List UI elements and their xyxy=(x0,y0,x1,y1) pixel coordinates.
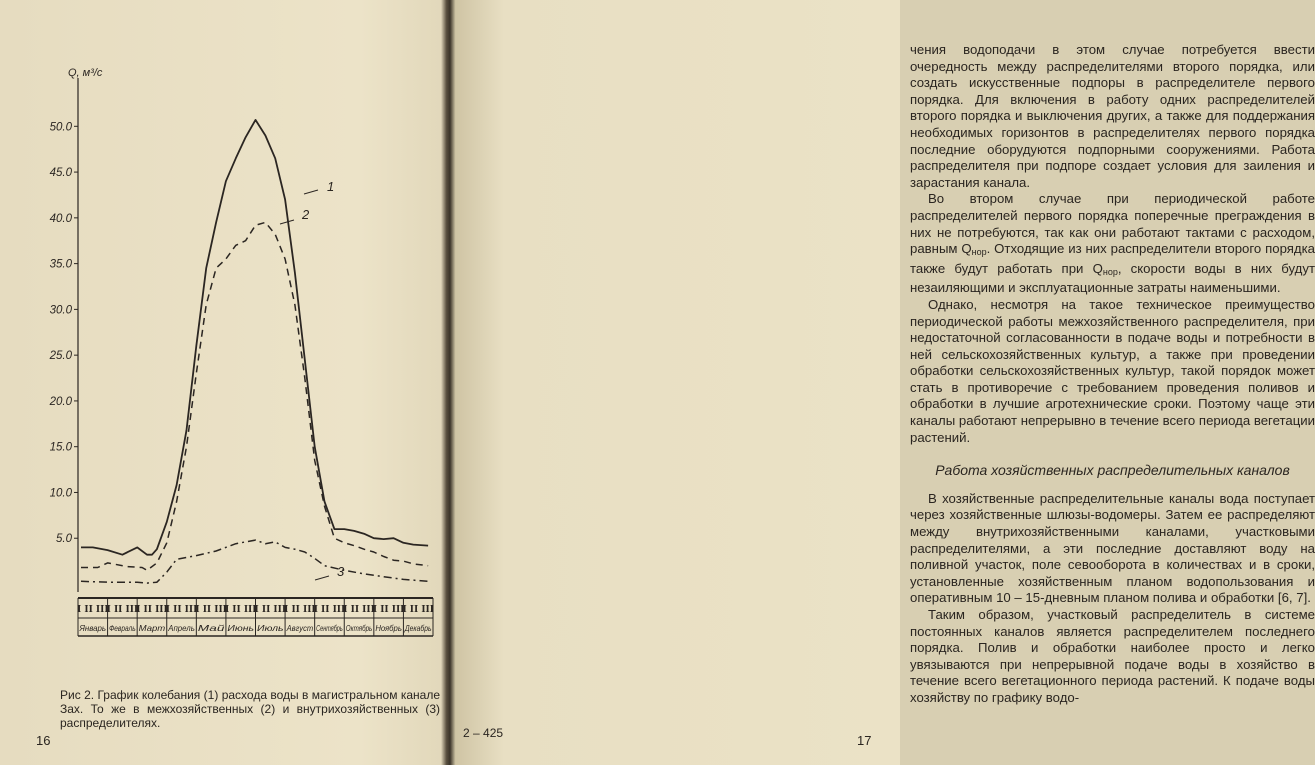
month-label: Сентябрь xyxy=(316,624,343,633)
month-label: Декабрь xyxy=(404,624,432,633)
y-tick-label: 30.0 xyxy=(49,304,72,317)
curve-label-leader xyxy=(304,190,318,194)
month-label: Апрель xyxy=(167,624,195,633)
body-text xyxy=(910,42,1315,707)
flow-chart-svg xyxy=(40,60,440,650)
decade-label: I II III xyxy=(195,605,227,615)
paragraph-2 xyxy=(910,191,1315,297)
curve-label-3: 3 xyxy=(337,564,345,579)
y-tick-label: 5.0 xyxy=(56,533,72,546)
paragraph-5: Таким образом, участковый распределитель в системе постоянных каналов является распределителем последнего порядка. Полив и обработки наиболее просто и легко увязываются при непрерывной подаче воды в хозяйство в течение всего вегетационного периода растений. К подаче воды хозяйству по графику водо- xyxy=(910,607,1315,705)
decade-label: I II III xyxy=(165,605,198,615)
paragraph-2-part-a: Во втором случае при периодической работе распределителей первого порядка поперечные преграждения в них не потребуются, так как они работают тактами с расходом, равным Q xyxy=(910,191,1315,257)
month-label: Июнь xyxy=(227,624,255,633)
section-heading: Работа хозяйственных распределительных каналов xyxy=(935,462,1290,479)
month-label: Май xyxy=(197,624,226,633)
subscript-q-nor-2: нор xyxy=(1102,266,1118,277)
month-label: Август xyxy=(285,624,314,633)
month-label: Январь xyxy=(78,624,107,633)
month-label: Март xyxy=(138,624,166,633)
y-tick-label: 40.0 xyxy=(49,212,72,225)
decade-label: I II III xyxy=(372,605,405,615)
y-axis-label: Q, м³/с xyxy=(68,67,103,79)
subscript-q-nor-1: нор xyxy=(971,247,987,258)
decade-label: I II III xyxy=(284,605,316,615)
figure-caption xyxy=(60,688,440,730)
month-label: Февраль xyxy=(109,624,136,633)
y-tick-label: 10.0 xyxy=(49,487,72,500)
decade-label: I II III xyxy=(313,605,346,615)
month-label: Ноябрь xyxy=(375,624,402,633)
y-tick-label: 20.0 xyxy=(49,395,72,408)
y-tick-label: 15.0 xyxy=(49,441,72,454)
left-page xyxy=(0,0,440,765)
month-label: Октябрь xyxy=(345,624,373,633)
figure-caption-text: Рис 2. График колебания (1) расхода воды в магистральном канале Зах. То же в межхозяйственных (2) и внутрихозяйственных (3) распределителях. xyxy=(60,688,440,730)
y-tick-label: 50.0 xyxy=(49,121,72,134)
decade-label: I II III xyxy=(254,605,287,615)
decade-label: I II III xyxy=(77,605,109,615)
right-page xyxy=(452,0,1315,765)
series-1-line xyxy=(81,120,428,555)
decade-label: I II III xyxy=(224,605,257,615)
paragraph-2-part-b: . Отходящие из них распределители второго порядка также будут работать при Q xyxy=(910,241,1315,276)
paragraph-4: В хозяйственные распределительные каналы вода поступает через хозяйственные шлюзы-водомеры. Затем ее распределяют между внутрихозяйственными каналами, участковыми распределителями, а эти последние доставляют воду на поливной участок, поле севооборота в количествах и в сроки, установленные хозяйственным планом водопользования и оперативным 10 – 15-дневным планом полива и обработки [6, 7]. xyxy=(910,490,1315,606)
signature-mark: 2 – 425 xyxy=(463,726,504,740)
y-tick-label: 25.0 xyxy=(49,350,72,363)
curve-label-1: 1 xyxy=(327,179,335,194)
flow-chart xyxy=(40,60,440,650)
decade-label: I II III xyxy=(136,605,168,615)
curve-label-leader xyxy=(315,576,329,580)
y-tick-label: 35.0 xyxy=(49,258,72,271)
series-2-line xyxy=(81,222,428,570)
paragraph-1: чения водоподачи в этом случае потребуется ввести очередность между распределителями второго порядка, или создать искусственные подпоры в распределителе первого порядка. Для включения в работу одних распределителей второго порядка и выключения других, а также для поддержания необходимых горизонтов в распределителях первого порядка последние оборудуются подпорными сооружениями. Работа распределителя при подпоре создает условия для заиления и зарастания канала. xyxy=(910,42,1315,190)
decade-label: I II III xyxy=(343,605,375,615)
month-label: Июль xyxy=(256,624,284,633)
page-number-left: 16 xyxy=(36,733,51,748)
y-tick-label: 45.0 xyxy=(49,167,72,180)
paragraph-3: Однако, несмотря на такое техническое преимущество периодической работы межхозяйственного распределителя, при недостаточной согласованности в подаче воды и потребности в ней сельскохозяйственных культур, а также при проведении обработки сельскохозяйственных культур, такой порядок может стать в противоречие с требованием проведения поливов и обработки в лучшие агротехнические сроки. Поэтому чаще эти каналы работают непрерывно в течение всего периода вегетации растений. xyxy=(910,296,1315,445)
curve-label-2: 2 xyxy=(302,207,310,222)
paragraph-2-part-c: , скорости воды в них будут незаиляющими и эксплуатационные затраты наименьшими. xyxy=(910,260,1315,296)
decade-label: I II III xyxy=(402,605,434,615)
series-3-line xyxy=(81,540,428,583)
page-number-right: 17 xyxy=(857,733,872,748)
decade-label: I II III xyxy=(106,605,139,615)
curve-label-leader xyxy=(280,220,294,224)
